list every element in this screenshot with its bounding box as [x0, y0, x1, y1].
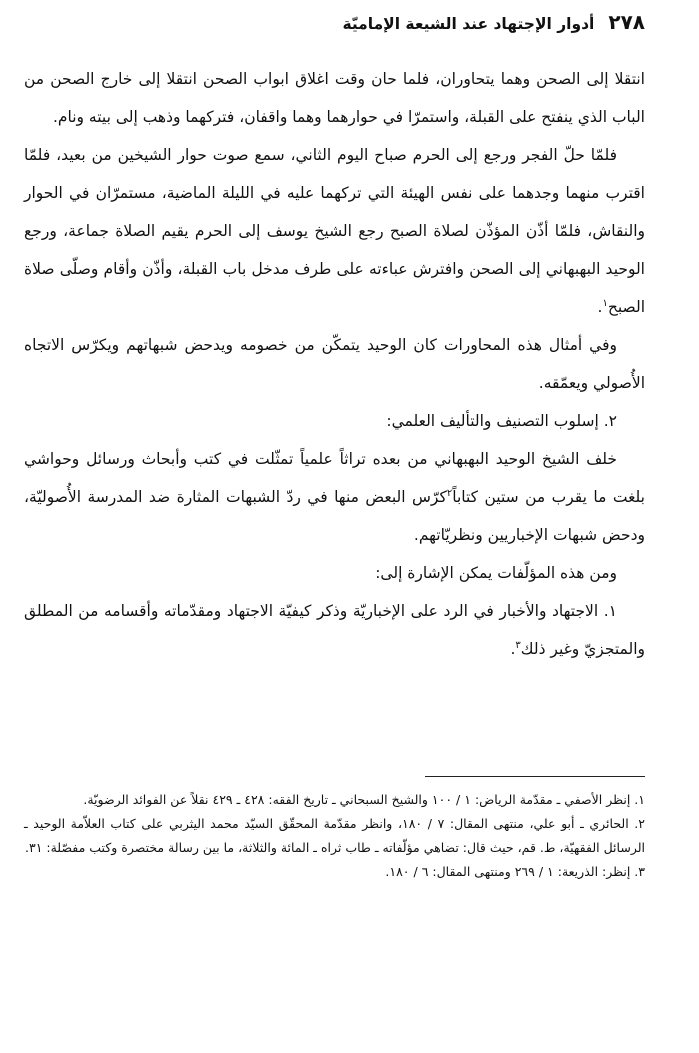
page-header — [24, 10, 645, 40]
paragraph-5-text-b: كرّس البعض منها في ردّ الشبهات المثارة ضد المدرسة الأُصوليّة، ودحض شبهات الإخباريين ونظريّاتهم. — [24, 488, 645, 544]
footnotes — [24, 788, 645, 884]
section-heading — [24, 402, 645, 440]
page-number: ٢٧٨ — [608, 10, 645, 34]
page — [24, 10, 645, 668]
paragraph-5-text-a: خلف الشيخ الوحيد البهبهاني من بعده تراثاً علمياً تمثّلت في كتب وأبحاث ورسائل وحواشي بلغت ما يقرب من ستين كتاباً — [24, 450, 646, 506]
paragraph-5 — [24, 440, 645, 554]
footnote-divider — [425, 776, 645, 777]
footnote-ref-2[interactable]: ٢ — [446, 487, 453, 499]
footnote-3: ٣. إنظر: الذريعة: ١ / ٢٦٩ ومنتهى المقال: ٦ / ١٨٠. — [385, 864, 645, 879]
paragraph-1-text: انتقلا إلى الصحن وهما يتحاوران، فلما حان وقت اغلاق ابواب الصحن انتقلا إلى خارج الصحن من الباب الذي ينفتح على القبلة، واستمرّا في حوارهما وهما واقفان، فتركهما وذهب إلى بيته ونام. — [24, 70, 645, 126]
paragraph-3 — [24, 326, 645, 402]
paragraph-2-text: فلمّا حلّ الفجر ورجع إلى الحرم صباح اليوم الثاني، سمع صوت حوار الشيخين من بعيد، فلمّا اقترب منهما وجدهما على نفس الهيئة التي تركهما عليه في الليلة الماضية، مستمرّان في الحوار والنقاش، فلمّا أذّن المؤذّن لصلاة الصبح رجع الشيخ يوسف إلى الحرم يقيم الصلاة جماعة، ورجع الوحيد البهبهاني إلى الصحن وافترش عباءته على طرف مدخل باب القبلة، وأذّن وأقام وصلّى صلاة الصبح — [24, 146, 645, 316]
body-text — [24, 60, 645, 668]
paragraph-2: فلمّا حلّ الفجر ورجع إلى الحرم صباح اليوم الثاني، سمع صوت حوار الشيخين من بعيد، فلمّا اقترب منهما وجدهما على نفس الهيئة التي تركهما عليه في الليلة الماضية، مستمرّان في الحوار والنقاش، فلمّا أذّن المؤذّن لصلاة الصبح رجع الشيخ يوسف إلى الحرم يقيم الصلاة جماعة، ورجع الوحيد البهبهاني إلى الصحن وافترش عباءته على طرف مدخل باب القبلة، وأذّن وأقام وصلّى صلاة الصبح$^١$. — [24, 146, 645, 316]
paragraph-1 — [24, 60, 645, 136]
footnote-ref-1[interactable]: ١ — [602, 297, 608, 309]
list-item-1-text: ١. الاجتهاد والأخبار في الرد على الإخباريّة وذكر كيفيّة الاجتهاد ومقدّماته وأقسامه من المطلق والمتجزيّ وغير ذلك — [24, 602, 645, 658]
footnote-ref-3[interactable]: ٣ — [515, 639, 521, 651]
section-heading-text: ٢. إسلوب التصنيف والتأليف العلمي: — [386, 412, 617, 430]
running-title: أدوار الإجتهاد عند الشيعة الإماميّة — [342, 15, 595, 33]
list-item-1 — [24, 592, 645, 668]
paragraph-3-text: وفي أمثال هذه المحاورات كان الوحيد يتمكّن من خصومه ويدحض شبهاتهم ويكرّس الاتجاه الأُصولي ويعمّقه. — [24, 336, 645, 392]
list-item-1-end: . — [510, 640, 516, 658]
footnote-1: ١. إنظر الأصفي ـ مقدّمة الرياض: ١ / ١٠٠ والشيخ السبحاني ـ تاريخ الفقه: ٤٢٨ ـ ٤٢٩ نقلاً عن الفوائد الرضويّة. — [83, 792, 645, 807]
paragraph-6 — [24, 554, 645, 592]
paragraph-6-text: ومن هذه المؤلّفات يمكن الإشارة إلى: — [375, 564, 617, 582]
footnote-2: ٢. الحائري ـ أبو علي، منتهى المقال: ٧ / ١٨٠، وانظر مقدّمة المحقّق السيّد محمد اليثربي على كتاب العلاّمة الوحيد ـ الرسائل الفقهيّة، ط. قم، حيث قال: تضاهي مؤلّفاته ـ طاب ثراه ـ المائة والثلاثة، ما بين رسالة مختصرة وكتب مفصّلة: ٣١. — [24, 816, 645, 855]
